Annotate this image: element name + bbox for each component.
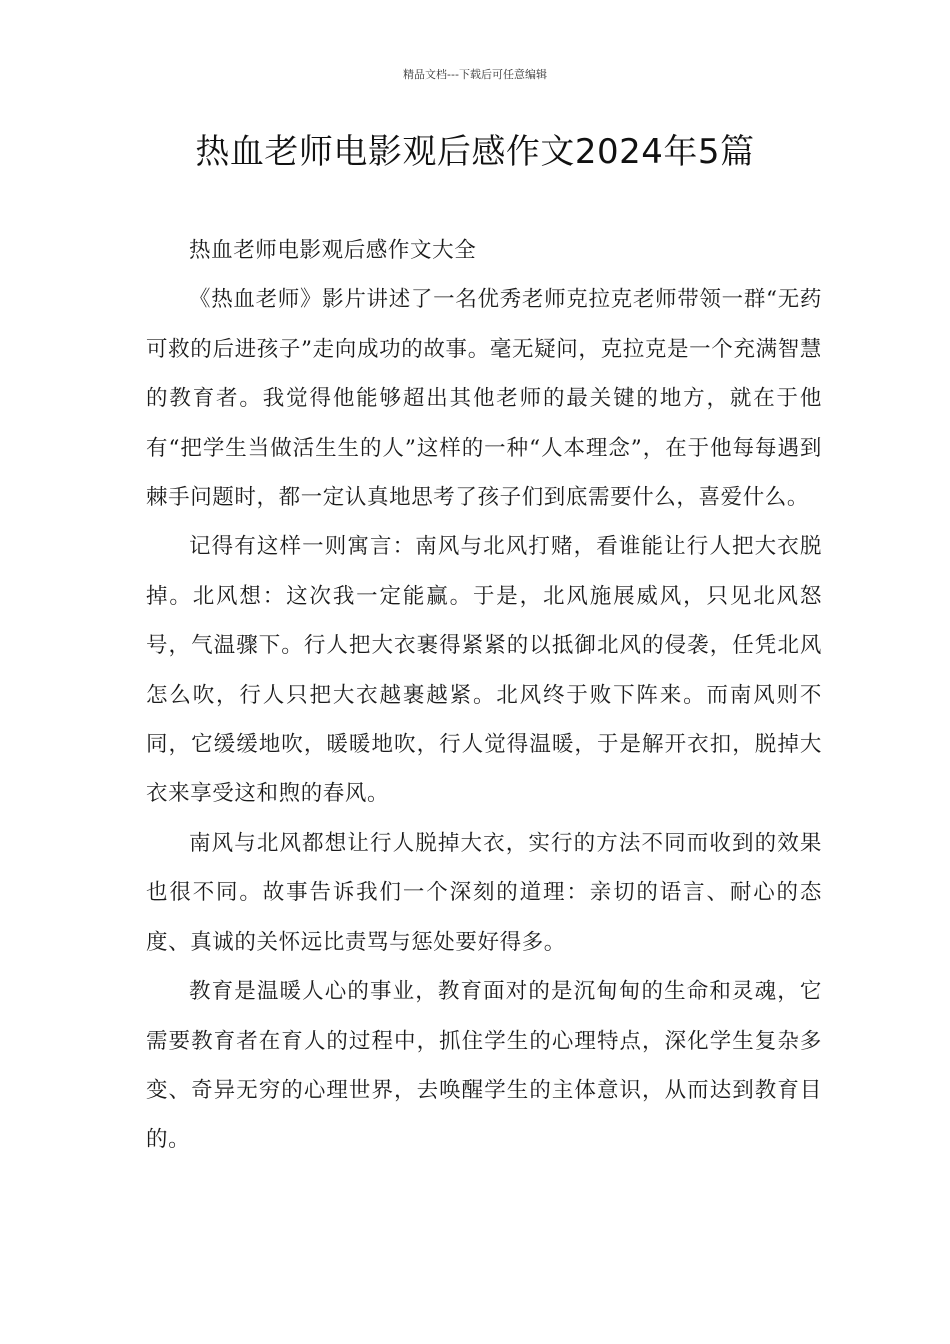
header-note: 精品文档---下载后可任意编辑 (403, 68, 547, 81)
paragraph-lesson: 南风与北风都想让行人脱掉大衣，实行的方法不同而收到的效果也很不同。故事告诉我们一个深刻的道理：亲切的语言、耐心的态度、真诚的关怀远比责骂与惩处要好得多。 (146, 830, 822, 955)
paragraph-fable: 记得有这样一则寓言：南风与北风打赌，看谁能让行人把大衣脱掉。北风想：这次我一定能赢。于是，北风施展威风，只见北风怒号，气温骤下。行人把大衣裹得紧紧的以抵御北风的侵袭，任凭北风怎么吹，行人只把大衣越裹越紧。北风终于败下阵来。而南风则不同，它缓缓地吹，暖暖地吹，行人觉得温暖，于是解开衣扣，脱掉大衣来享受这和煦的春风。 (146, 534, 822, 807)
page-title: 热血老师电影观后感作文2024年5篇 (195, 132, 755, 172)
paragraph-education: 教育是温暖人心的事业，教育面对的是沉甸甸的生命和灵魂，它需要教育者在育人的过程中，抓住学生的心理特点，深化学生复杂多变、奇异无穷的心理世界，去唤醒学生的主体意识，从而达到教育目的。 (146, 979, 822, 1153)
paragraph-film-summary: 《热血老师》影片讲述了一名优秀老师克拉克老师带领一群“无药可救的后进孩子”走向成功的故事。毫无疑问，克拉克是一个充满智慧的教育者。我觉得他能够超出其他老师的最关键的地方，就在于他有“把学生当做活生生的人”这样的一种“人本理念”，在于他每每遇到棘手问题时，都一定认真地思考了孩子们到底需要什么，喜爱什么。 (146, 287, 822, 511)
document-body (146, 226, 822, 1165)
paragraph-subtitle: 热血老师电影观后感作文大全 (189, 238, 477, 263)
